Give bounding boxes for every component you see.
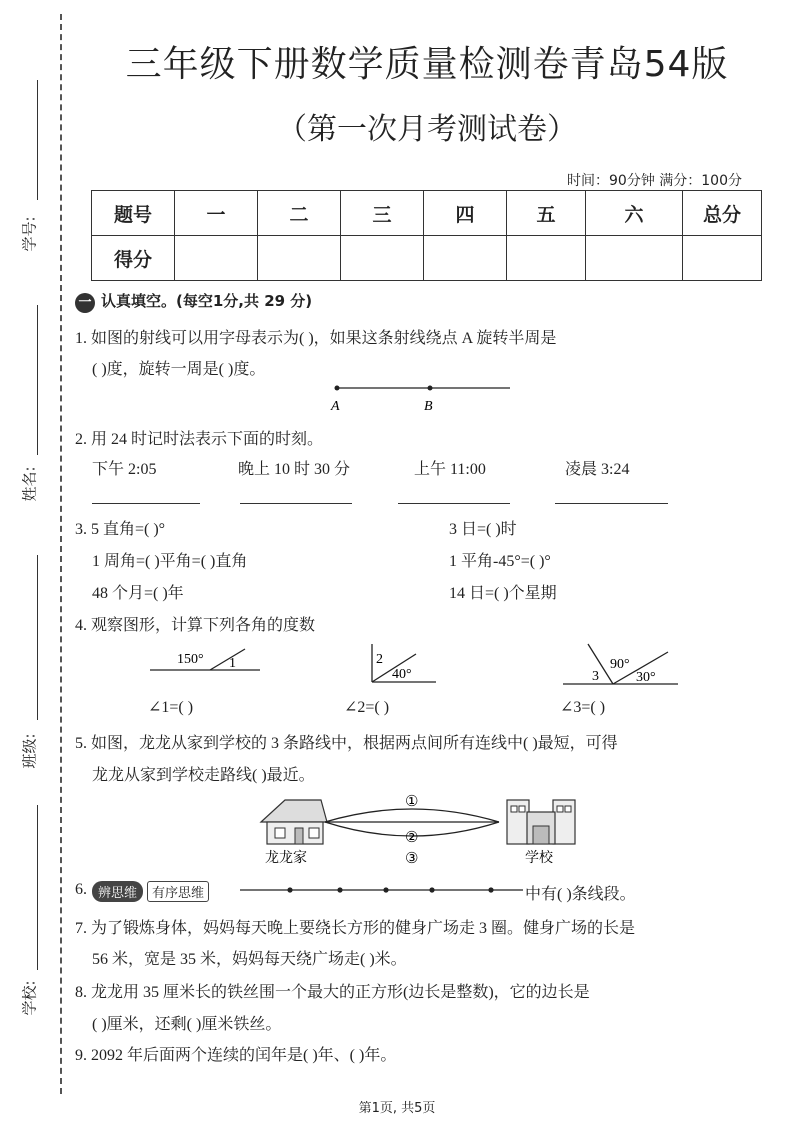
angle-figure-2	[366, 640, 441, 688]
q4-answer-1: ∠1=( )	[148, 699, 194, 716]
score-head-cell: 二	[258, 191, 341, 236]
q2-time-4: 凌晨 3:24	[565, 461, 630, 478]
segment-point	[337, 887, 342, 892]
q2-line1: 2. 用 24 时记时法表示下面的时刻。	[75, 431, 324, 448]
score-head-cell: 六	[586, 191, 683, 236]
xingming-label: 姓名:	[20, 466, 39, 502]
house-icon	[261, 800, 327, 844]
q7-line1: 7. 为了锻炼身体，妈妈每天晚上要绕长方形的健身广场走 3 圈。健身广场的长是	[75, 920, 636, 937]
route-figure	[255, 790, 585, 872]
q8-line2: ( )厘米，还剩( )厘米铁丝。	[92, 1016, 282, 1033]
xuexiao-label: 学校:	[20, 980, 39, 1016]
home-label: 龙龙家	[265, 851, 307, 866]
fig3-label-3: 3	[592, 669, 599, 684]
q3-d: 1 平角-45°=( )°	[449, 553, 551, 570]
q3-a: 3. 5 直角=( )°	[75, 521, 166, 538]
q7-line2: 56 米，宽是 35 米，妈妈每天绕广场走( )米。	[92, 951, 407, 968]
fig1-label-1: 1	[229, 656, 236, 671]
school-label: 学校	[525, 851, 553, 866]
segment-point	[429, 887, 434, 892]
q2-answer-line-2[interactable]	[240, 503, 352, 504]
q9-line1: 9. 2092 年后面两个连续的闰年是( )年、( )年。	[75, 1047, 397, 1064]
segment-point	[488, 887, 493, 892]
q3-b: 3 日=( )时	[449, 521, 517, 538]
score-cell[interactable]	[175, 236, 258, 281]
q2-answer-line-3[interactable]	[398, 503, 510, 504]
exam-meta: 时间：90分钟 满分：100分	[567, 173, 742, 189]
score-head-cell: 一	[175, 191, 258, 236]
segment-figure	[238, 882, 528, 898]
route-1-label: ①	[405, 794, 419, 810]
q1-line1: 1. 如图的射线可以用字母表示为( )，如果这条射线绕点 A 旋转半周是	[75, 330, 557, 347]
score-head-cell: 三	[341, 191, 424, 236]
tag-bian-siwei: 辨思维	[92, 881, 143, 902]
score-cell[interactable]	[507, 236, 586, 281]
q2-answer-line-4[interactable]	[555, 503, 668, 504]
q2-time-3: 上午 11:00	[414, 461, 486, 478]
q2-time-1: 下午 2:05	[92, 461, 157, 478]
cut-line	[60, 14, 62, 1094]
q3-e: 48 个月=( )年	[92, 585, 184, 602]
q4-answer-2: ∠2=( )	[344, 699, 390, 716]
section-number-badge: 一	[75, 293, 95, 313]
score-head-cell: 总分	[683, 191, 762, 236]
q4-line1: 4. 观察图形，计算下列各角的度数	[75, 617, 316, 634]
point-b	[428, 386, 433, 391]
q3-c: 1 周角=( )平角=( )直角	[92, 553, 248, 570]
q2-answer-line-1[interactable]	[92, 503, 200, 504]
score-cell[interactable]	[424, 236, 507, 281]
school-building-icon	[507, 800, 575, 844]
score-row-label: 得分	[92, 236, 175, 281]
page-title: 三年级下册数学质量检测卷青岛54版	[125, 44, 729, 85]
score-head-cell: 题号	[92, 191, 175, 236]
section-title: 认真填空。(每空1分,共 29 分)	[101, 292, 313, 310]
fig2-label-2: 2	[376, 652, 383, 667]
binding-margin	[0, 0, 62, 1123]
ray-figure	[320, 380, 520, 416]
fig3-label-90: 90°	[610, 657, 630, 672]
section-heading	[75, 290, 312, 313]
angle-figure-1	[145, 643, 265, 683]
score-table	[91, 190, 762, 281]
banji-fill-line	[37, 555, 38, 720]
point-a	[335, 386, 340, 391]
score-table-score-row	[92, 236, 762, 281]
xingming-fill-line	[37, 305, 38, 455]
page-number: 第1页, 共5页	[358, 1101, 436, 1116]
q1-line2: ( )度，旋转一周是( )度。	[92, 361, 266, 378]
q4-answer-3: ∠3=( )	[560, 699, 606, 716]
fig1-ray	[210, 649, 245, 670]
segment-point	[383, 887, 388, 892]
banji-label: 班级:	[20, 733, 39, 769]
xuexiao-fill-line	[37, 805, 38, 970]
score-head-cell: 五	[507, 191, 586, 236]
fig3-label-30: 30°	[636, 670, 656, 685]
q6-tags	[92, 881, 209, 902]
score-cell[interactable]	[258, 236, 341, 281]
route-3-label: ③	[405, 851, 419, 867]
label-b: B	[424, 399, 433, 414]
label-a: A	[331, 399, 340, 414]
tag-youxu-siwei: 有序思维	[147, 881, 209, 902]
score-cell[interactable]	[586, 236, 683, 281]
q5-line1: 5. 如图，龙龙从家到学校的 3 条路线中，根据两点间所有连线中( )最短，可得	[75, 735, 618, 752]
fig1-label-150: 150°	[177, 652, 204, 667]
xuehao-label: 学号:	[20, 216, 39, 252]
segment-point	[287, 887, 292, 892]
q6-prefix: 6.	[75, 881, 87, 898]
q5-line2: 龙龙从家到学校走路线( )最近。	[92, 767, 315, 784]
route-1-path	[325, 809, 499, 822]
score-table-header-row	[92, 191, 762, 236]
angle-figure-3	[558, 640, 683, 690]
score-head-cell: 四	[424, 191, 507, 236]
score-cell[interactable]	[341, 236, 424, 281]
fig2-label-40: 40°	[392, 667, 412, 682]
q3-f: 14 日=( )个星期	[449, 585, 557, 602]
route-2-label: ②	[405, 830, 419, 846]
page-subtitle: （第一次月考测试卷）	[277, 112, 577, 147]
q2-time-2: 晚上 10 时 30 分	[238, 461, 351, 478]
xuehao-fill-line	[37, 80, 38, 200]
q8-line1: 8. 龙龙用 35 厘米长的铁丝围一个最大的正方形(边长是整数)，它的边长是	[75, 984, 590, 1001]
score-cell[interactable]	[683, 236, 762, 281]
q6-suffix: 中有( )条线段。	[525, 886, 636, 903]
